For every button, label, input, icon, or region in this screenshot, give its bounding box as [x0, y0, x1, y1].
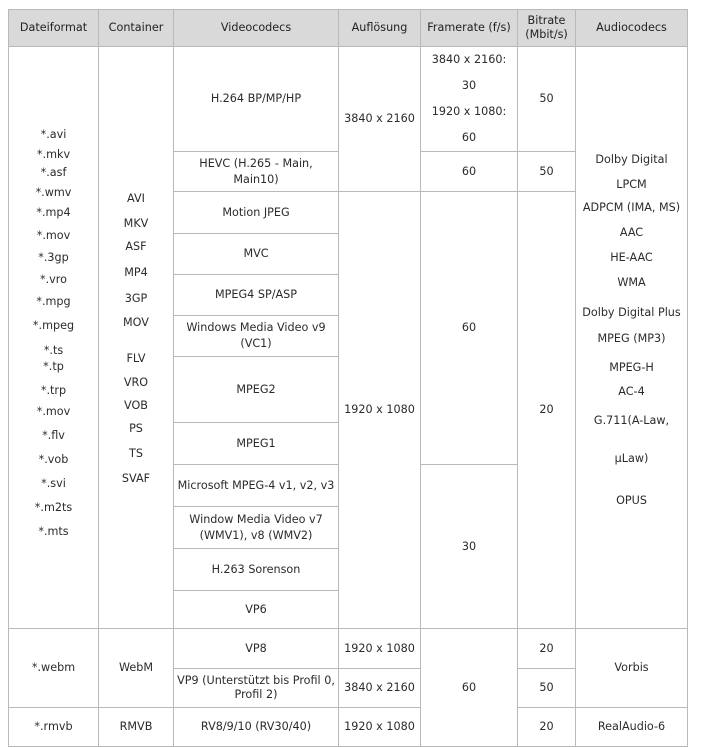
- audiocodec-item: WMA: [617, 275, 646, 289]
- format-item: *.tp: [43, 359, 64, 373]
- framerate-cell: 60: [421, 629, 518, 747]
- videocodec-cell: Motion JPEG: [174, 192, 339, 234]
- container-item: MP4: [124, 265, 148, 279]
- videocodec-cell: H.263 Sorenson: [174, 549, 339, 591]
- format-item: *.mkv: [36, 147, 71, 161]
- videocodec-cell: VP9 (Unterstützt bis Profil 0, Profil 2): [174, 669, 339, 708]
- videocodec-cell: H.264 BP/MP/HP: [174, 47, 339, 152]
- resolution-cell: 1920 x 1080: [339, 629, 421, 669]
- resolution-cell: 3840 x 2160: [339, 669, 421, 708]
- audiocodec-cell-webm: Vorbis: [576, 629, 688, 708]
- format-item: *.vob: [38, 452, 69, 466]
- bitrate-cell: 50: [518, 669, 576, 708]
- container-cell-rmvb: RMVB: [99, 708, 174, 747]
- audiocodec-item: AC-4: [618, 384, 645, 398]
- format-item: *.avi: [40, 127, 67, 141]
- videocodec-cell: Window Media Video v7 (WMV1), v8 (WMV2): [174, 507, 339, 549]
- audiocodec-item: LPCM: [616, 177, 647, 191]
- format-list: [9, 47, 99, 629]
- format-item: *.mpeg: [32, 318, 75, 332]
- format-item: *.asf: [40, 165, 67, 179]
- format-item: *.mov: [36, 228, 71, 242]
- container-item: ASF: [125, 239, 147, 253]
- header-aufloesung: Auflösung: [339, 10, 421, 47]
- audiocodec-item: OPUS: [616, 493, 647, 507]
- format-item: *.m2ts: [34, 500, 73, 514]
- videocodec-cell: MVC: [174, 234, 339, 275]
- header-dateiformat: Dateiformat: [9, 10, 99, 47]
- container-item: MKV: [123, 216, 149, 230]
- format-item: *.mpg: [36, 294, 71, 308]
- format-item: *.ts: [43, 343, 64, 357]
- container-item: SVAF: [121, 471, 151, 485]
- container-item: AVI: [127, 191, 145, 205]
- table-row: [9, 708, 688, 747]
- container-item: VOB: [124, 398, 148, 412]
- format-cell-rmvb: *.rmvb: [9, 708, 99, 747]
- framerate-cell: 60: [421, 152, 518, 192]
- resolution-cell: 1920 x 1080: [339, 708, 421, 747]
- bitrate-cell: 20: [518, 708, 576, 747]
- framerate-line: 3840 x 2160: 30: [431, 53, 507, 92]
- audiocodec-item: MPEG-H: [609, 360, 654, 374]
- format-item: *.mts: [38, 524, 69, 538]
- format-cell-webm: *.webm: [9, 629, 99, 708]
- resolution-cell: 3840 x 2160: [339, 47, 421, 192]
- table-row: [9, 629, 688, 669]
- container-list: [99, 47, 174, 629]
- header-bitrate: Bitrate (Mbit/s): [518, 10, 576, 47]
- container-item: VRO: [123, 375, 149, 389]
- videocodec-cell: HEVC (H.265 - Main, Main10): [174, 152, 339, 192]
- format-item: *.mov: [36, 404, 71, 418]
- bitrate-cell: 50: [518, 152, 576, 192]
- format-item: *.trp: [40, 383, 67, 397]
- container-cell-webm: WebM: [99, 629, 174, 708]
- videocodec-cell: Microsoft MPEG-4 v1, v2, v3: [174, 465, 339, 507]
- format-item: *.svi: [41, 476, 66, 490]
- format-item: *.vro: [40, 272, 67, 286]
- framerate-cell: 30: [421, 465, 518, 629]
- videocodec-cell: MPEG1: [174, 423, 339, 465]
- container-item: 3GP: [124, 291, 148, 305]
- videocodec-cell: VP8: [174, 629, 339, 669]
- bitrate-cell: 50: [518, 47, 576, 152]
- format-item: *.wmv: [35, 185, 72, 199]
- resolution-cell: 1920 x 1080: [339, 192, 421, 629]
- videocodec-cell: Windows Media Video v9 (VC1): [174, 316, 339, 357]
- format-item: *.flv: [42, 428, 65, 442]
- videocodec-cell: MPEG2: [174, 357, 339, 423]
- audiocodec-item: Dolby Digital Plus: [582, 305, 681, 319]
- header-audiocodecs: Audiocodecs: [576, 10, 688, 47]
- videocodec-cell: MPEG4 SP/ASP: [174, 275, 339, 316]
- framerate-line: 1920 x 1080: 60: [431, 105, 507, 144]
- bitrate-cell: 20: [518, 192, 576, 629]
- bitrate-cell: 20: [518, 629, 576, 669]
- audiocodec-item: Dolby Digital: [595, 152, 668, 166]
- header-videocodecs: Videocodecs: [174, 10, 339, 47]
- header-row: [9, 10, 688, 47]
- audiocodec-item: G.711(A-Law, µLaw): [593, 413, 670, 465]
- audiocodec-item: MPEG (MP3): [597, 331, 666, 345]
- table-row: [9, 47, 688, 152]
- audiocodec-cell-rmvb: RealAudio-6: [576, 708, 688, 747]
- container-item: TS: [129, 446, 143, 460]
- videocodec-cell: RV8/9/10 (RV30/40): [174, 708, 339, 747]
- audiocodec-item: AAC: [619, 225, 644, 239]
- audiocodec-list: [576, 47, 688, 629]
- videocodec-cell: VP6: [174, 591, 339, 629]
- framerate-cell: 60: [421, 192, 518, 465]
- container-item: FLV: [126, 351, 146, 365]
- container-item: MOV: [123, 315, 149, 329]
- codec-table: [8, 9, 688, 747]
- format-item: *.mp4: [36, 205, 71, 219]
- container-item: PS: [129, 421, 143, 435]
- framerate-cell: [421, 47, 518, 152]
- header-container: Container: [99, 10, 174, 47]
- format-item: *.3gp: [38, 250, 69, 264]
- audiocodec-item: HE-AAC: [610, 250, 653, 264]
- header-framerate: Framerate (f/s): [421, 10, 518, 47]
- audiocodec-item: ADPCM (IMA, MS): [582, 200, 681, 214]
